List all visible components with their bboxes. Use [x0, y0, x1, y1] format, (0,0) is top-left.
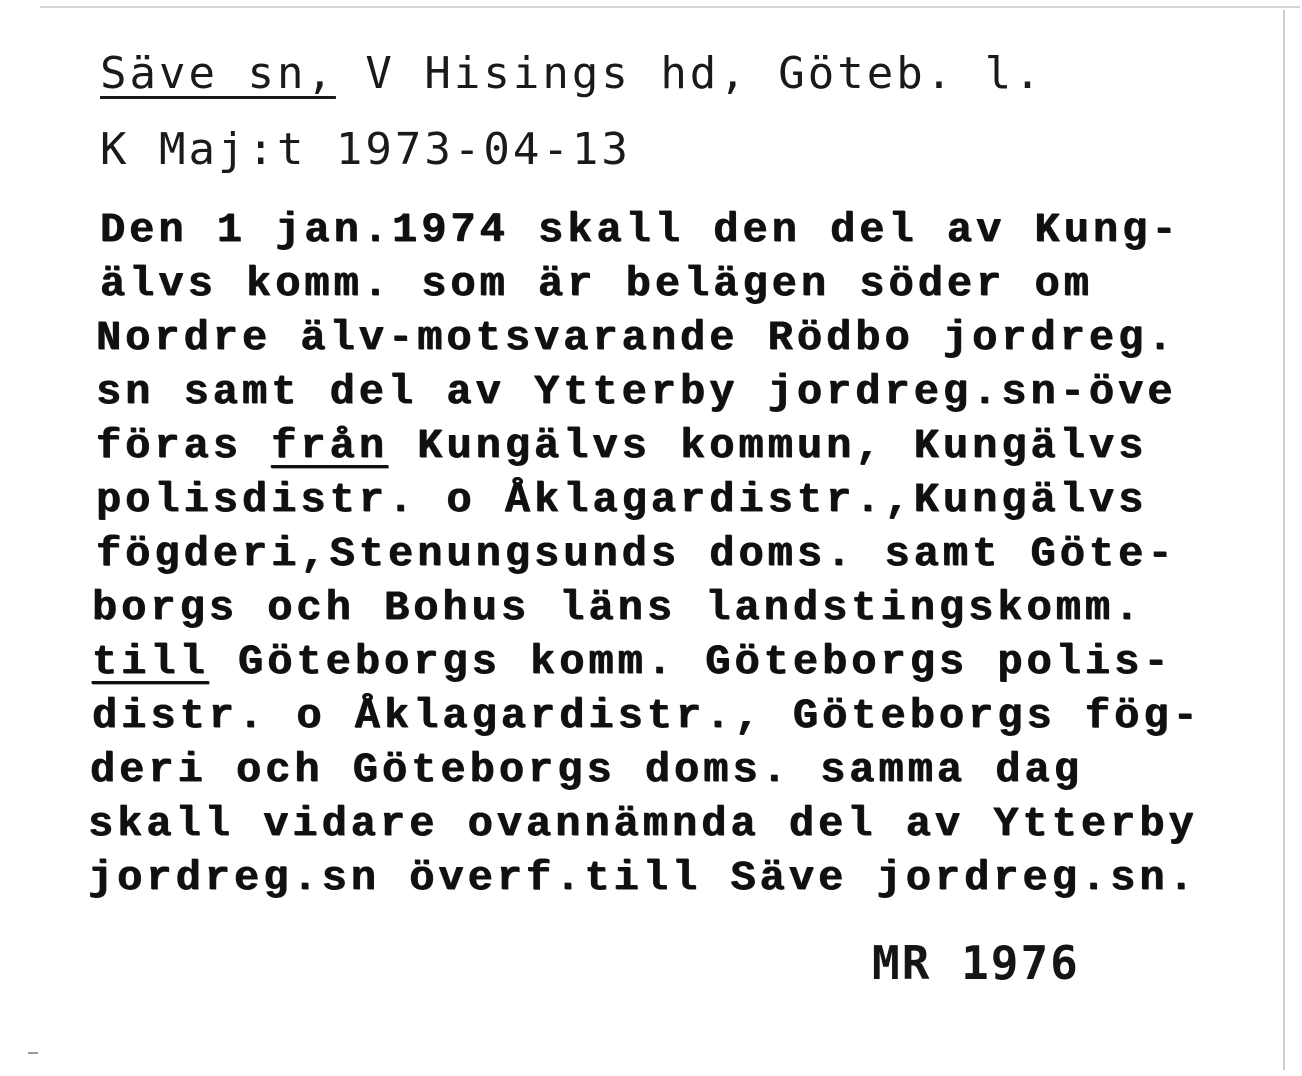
body-line-3: Nordre älv-motsvarande Rödbo jordreg. [96, 314, 1177, 362]
body-line-11: deri och Göteborgs doms. samma dag [90, 746, 1083, 794]
body-line-2: älvs komm. som är belägen söder om [100, 260, 1093, 308]
card-heading [100, 48, 1044, 99]
card-right-edge [1283, 10, 1285, 1070]
body-line-4: sn samt del av Ytterby jordreg.sn-öve [96, 368, 1177, 416]
body-line-13: jordreg.sn överf.till Säve jordreg.sn. [88, 854, 1198, 902]
body-line-1: Den 1 jan.1974 skall den del av Kung- [100, 206, 1181, 254]
card-top-edge [40, 6, 1300, 8]
archive-stamp: MR 1976 [872, 936, 1080, 990]
parish-name: Säve sn, [100, 48, 336, 99]
underlined-fran: från [271, 422, 389, 470]
body-line-5: föras från Kungälvs kommun, Kungälvs [96, 422, 1148, 470]
underlined-till: till [92, 638, 209, 686]
parish-district: V Hisings hd, Göteb. l. [335, 48, 1044, 99]
body-line-6: polisdistr. o Åklagardistr.,Kungälvs [96, 476, 1148, 524]
body-line-12: skall vidare ovannämnda del av Ytterby [88, 800, 1198, 848]
decree-line: K Maj:t 1973-04-13 [100, 124, 631, 175]
body-line-10: distr. o Åklagardistr., Göteborgs fög- [92, 692, 1202, 740]
body-line-8: borgs och Bohus läns landstingskomm. [92, 584, 1144, 632]
body-line-7: fögderi,Stenungsunds doms. samt Göte- [96, 530, 1177, 578]
paper-speck [28, 1052, 38, 1054]
body-line-9: till Göteborgs komm. Göteborgs polis- [92, 638, 1173, 686]
